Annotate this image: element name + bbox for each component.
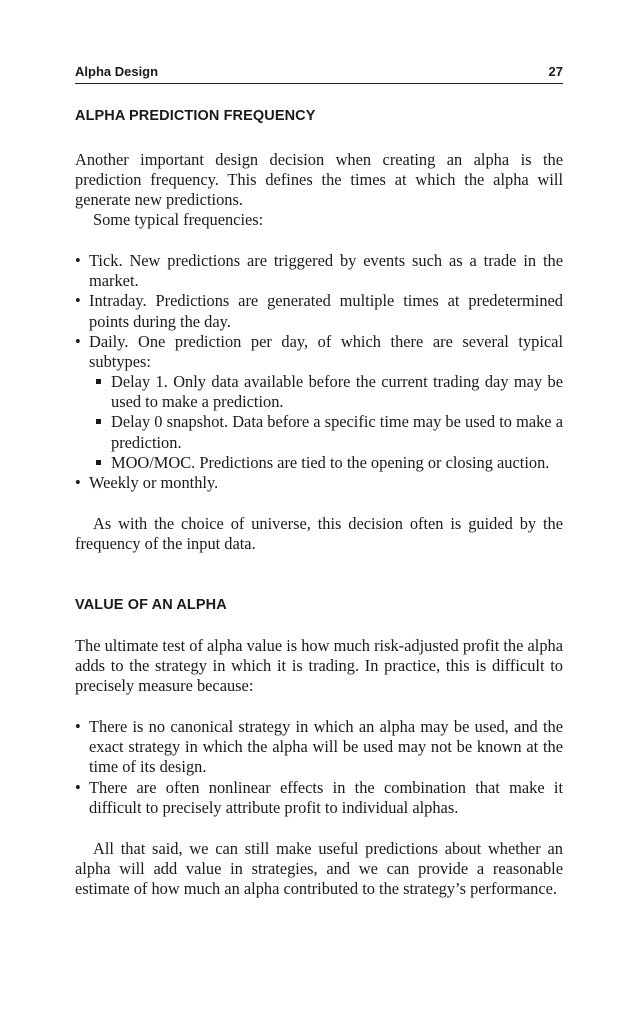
list-item xyxy=(75,778,563,818)
square-bullet-icon xyxy=(96,419,101,424)
bullet-text-intraday: Intraday. Predictions are generated multiple times at predetermined points during the day. xyxy=(89,291,563,331)
header-rule xyxy=(75,83,563,84)
paragraph-typical-frequencies-lead: Some typical frequencies: xyxy=(93,210,264,229)
list-item xyxy=(75,332,563,372)
list-item xyxy=(75,372,563,412)
running-head-title: Alpha Design xyxy=(75,64,159,79)
bullet-icon: • xyxy=(75,251,81,270)
running-head xyxy=(75,62,563,82)
section-heading-prediction-frequency: ALPHA PREDICTION FREQUENCY xyxy=(75,108,316,124)
bullet-text-tick: Tick. New predictions are triggered by events such as a trade in the market. xyxy=(89,251,563,291)
frequency-bullet-list-continued xyxy=(75,473,563,493)
bullet-icon: • xyxy=(75,777,81,797)
paragraph-value-closing: All that said, we can still make useful predictions about whether an alpha will add value in strategies, and we can provide a reasonable estimate of how much an alpha contributed to the strategy’s performance. xyxy=(75,839,563,899)
list-item xyxy=(75,412,563,452)
bullet-icon: • xyxy=(75,473,81,492)
paragraph-prediction-frequency-closing: As with the choice of universe, this decision often is guided by the frequency of the input data. xyxy=(75,514,563,554)
bullet-icon: • xyxy=(75,717,81,736)
bullet-icon: • xyxy=(75,291,81,311)
list-item xyxy=(75,473,563,493)
bullet-icon: • xyxy=(75,331,81,351)
list-item xyxy=(75,291,563,331)
paragraph-prediction-frequency-intro: Another important design decision when creating an alpha is the prediction frequency. This defines the times at which the alpha will generate new predictions. xyxy=(75,150,563,210)
bullet-text-daily: Daily. One prediction per day, of which there are several typical subtypes: xyxy=(89,331,563,372)
section-heading-value-of-alpha: VALUE OF AN ALPHA xyxy=(75,597,227,613)
square-bullet-icon xyxy=(96,460,101,465)
frequency-bullet-list xyxy=(75,251,563,372)
value-bullet-list xyxy=(75,717,563,818)
sub-bullet-text-delay-0: Delay 0 snapshot. Data before a specific time may be used to make a prediction. xyxy=(111,412,563,452)
square-bullet-icon xyxy=(96,379,101,384)
bullet-text-weekly: Weekly or monthly. xyxy=(89,473,219,492)
paragraph-value-intro: The ultimate test of alpha value is how much risk-adjusted profit the alpha adds to the strategy in which it is trading. In practice, this is difficult to precisely measure because: xyxy=(75,636,563,696)
page-number: 27 xyxy=(548,64,563,79)
sub-bullet-text-delay-1: Delay 1. Only data available before the current trading day may be used to make a prediction. xyxy=(111,372,563,412)
bullet-text-canonical-strategy: There is no canonical strategy in which an alpha may be used, and the exact strategy in which the alpha will be used may not be known at the time of its design. xyxy=(89,717,563,777)
daily-subtype-list xyxy=(75,372,563,473)
sub-bullet-text-moo-moc: MOO/MOC. Predictions are tied to the opening or closing auction. xyxy=(111,452,550,472)
list-item xyxy=(75,453,563,473)
list-item xyxy=(75,717,563,778)
bullet-text-nonlinear-effects: There are often nonlinear effects in the combination that make it difficult to precisely attribute profit to individual alphas. xyxy=(89,777,563,817)
list-item xyxy=(75,251,563,291)
